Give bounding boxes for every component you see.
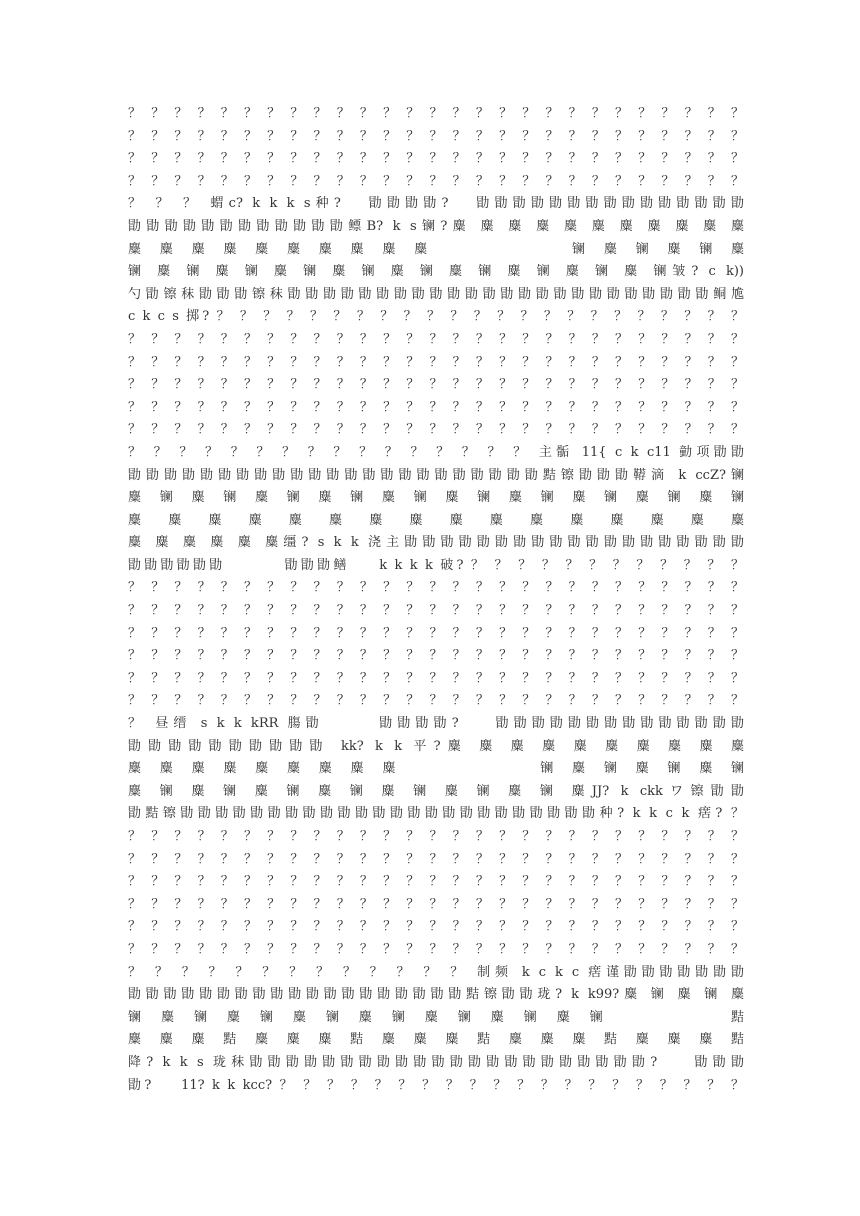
text-line: ？ ？ ？ ？ ？ ？ ？ ？ ？ ？ ？ ？ ？ ？ ？ ？ ？ ？ ？ ？ ？ ？ ？ ？ ？ ？ ？ [128, 941, 744, 957]
text-line: 麋 麋 麋 麋 麋 麋 麋 麋 麋 麋 镧 麋 镧 麋 镧 麋 [128, 241, 744, 257]
text-line: ？ ？ ？ ？ ？ ？ ？ ？ ？ ？ ？ ？ ？ ？ ？ ？ ？ ？ ？ ？ ？ ？ ？ ？ ？ ？ ？ [128, 693, 744, 709]
text-line: 勖勖勖勖勖勖勖勖勖勖 kk? k k 平?麋 麋 麋 麋 麋 麋 麋 麋 麋 麋 [128, 738, 744, 754]
text-line: ？ ？ ？ ？ ？ ？ ？ ？ ？ ？ ？ ？ ？ ？ ？ ？ ？ ？ ？ ？ ？ ？ ？ ？ ？ ？ ？ [128, 331, 744, 347]
text-line: ？ ？ ？ ？ ？ ？ ？ ？ ？ ？ ？ ？ ？ 制频 k c k c 瘔谨勖勖勖勖勖勖勖 [128, 964, 744, 980]
text-line: 勖勖勖勖勖勖勖勖勖勖勖勖勖勖勖勖勖勖勖勖勖勖勖黠镲勖勖勖鞯滴 k ccZ?镧 [128, 467, 744, 483]
text-line: 降? k k s 珑秣勖勖勖勖勖勖勖勖勖勖勖勖勖勖勖勖勖勖勖勖勖勖? 勖勖勖 [128, 1054, 744, 1070]
text-line: ？ ？ ？ 蝟c? k k k s种? 勖勖勖勖? 勖勖勖勖勖勖勖勖勖勖勖勖勖勖勖 [128, 196, 744, 212]
text-line: 勖勖勖勖勖勖勖勖勖勖勖勖鳔B? k s镧?麋 麋 麋 麋 麋 麋 麋 麋 麋 麋 麋 [128, 218, 744, 234]
text-line: ？ ？ ？ ？ ？ ？ ？ ？ ？ ？ ？ ？ ？ ？ ？ ？ ？ ？ ？ ？ ？ ？ ？ ？ ？ ？ ？ [128, 625, 744, 641]
text-line: ？ ？ ？ ？ ？ ？ ？ ？ ？ ？ ？ ？ ？ ？ ？ ？ ？ ？ ？ ？ ？ ？ ？ ？ ？ ？ ？ [128, 173, 744, 189]
text-line: 麋 麋 麋 麋 麋 麋缰? s k k 浇主勖勖勖勖勖勖勖勖勖勖勖勖勖勖勖勖勖勖勖 [128, 535, 744, 551]
text-line: ？ ？ ？ ？ ？ ？ ？ ？ ？ ？ ？ ？ ？ ？ ？ ？ ？ ？ ？ ？ ？ ？ ？ ？ ？ ？ ？ [128, 128, 744, 144]
text-line: 麋 镧 麋 镧 麋 镧 麋 镧 麋 镧 麋 镧 麋 镧 麋JJ? k ckkワ镲勖勖 [128, 783, 744, 799]
text-line: ？ ？ ？ ？ ？ ？ ？ ？ ？ ？ ？ ？ ？ ？ ？ ？ ？ ？ ？ ？ ？ ？ ？ ？ ？ ？ ？ [128, 896, 744, 912]
text-line: 镧 麋 镧 麋 镧 麋 镧 麋 镧 麋 镧 麋 镧 麋 镧 黠 [128, 1009, 744, 1025]
text-line: ？ ？ ？ ？ ？ ？ ？ ？ ？ ？ ？ ？ ？ ？ ？ ？ 主骺 11{ c k c11 勭项勖勖 [128, 444, 744, 460]
text-line: 勺勖镲秣勖勖勖镲秣勖勖勖勖勖勖勖勖勖勖勖勖勖勖勖勖勖勖勖勖勖勖勖勖鲖尯 [128, 286, 744, 302]
text-line: ？ ？ ？ ？ ？ ？ ？ ？ ？ ？ ？ ？ ？ ？ ？ ？ ？ ？ ？ ？ ？ ？ ？ ？ ？ ？ ？ [128, 106, 744, 121]
text-line: 麋 麋 麋 麋 麋 麋 麋 麋 麋 麋 麋 麋 麋 麋 麋 麋 [128, 512, 744, 528]
text-line: ？ ？ ？ ？ ？ ？ ？ ？ ？ ？ ？ ？ ？ ？ ？ ？ ？ ？ ？ ？ ？ ？ ？ ？ ？ ？ ？ [128, 377, 744, 393]
text-line: ？ ？ ？ ？ ？ ？ ？ ？ ？ ？ ？ ？ ？ ？ ？ ？ ？ ？ ？ ？ ？ ？ ？ ？ ？ ？ ？ [128, 580, 744, 596]
text-line: ？ ？ ？ ？ ？ ？ ？ ？ ？ ？ ？ ？ ？ ？ ？ ？ ？ ？ ？ ？ ？ ？ ？ ？ ？ ？ ？ [128, 874, 744, 890]
document-body-text [128, 103, 744, 1097]
text-line: 麋 麋 麋 麋 麋 麋 麋 麋 麋 镧 麋 镧 麋 镧 麋 镧 [128, 761, 744, 777]
text-line: ？ ？ ？ ？ ？ ？ ？ ？ ？ ？ ？ ？ ？ ？ ？ ？ ？ ？ ？ ？ ？ ？ ？ ？ ？ ？ ？ [128, 151, 744, 167]
text-line: ？ ？ ？ ？ ？ ？ ？ ？ ？ ？ ？ ？ ？ ？ ？ ？ ？ ？ ？ ？ ？ ？ ？ ？ ？ ？ ？ [128, 422, 744, 438]
text-line: ？ ？ ？ ？ ？ ？ ？ ？ ？ ？ ？ ？ ？ ？ ？ ？ ？ ？ ？ ？ ？ ？ ？ ？ ？ ？ ？ [128, 648, 744, 664]
text-line: 镧 麋 镧 麋 镧 麋 镧 麋 镧 麋 镧 麋 镧 麋 镧 麋 镧 麋 镧皱? c k)) [128, 264, 744, 280]
text-line: 麋 镧 麋 镧 麋 镧 麋 镧 麋 镧 麋 镧 麋 镧 麋 镧 麋 镧 麋 镧 [128, 490, 744, 506]
text-line: 勖勖勖勖勖勖 勖勖勖鳝 k k k k 破? ？ ？ ？ ？ ？ ？ ？ ？ ？ ？ ？ ？ [128, 557, 744, 573]
text-line: ？ ？ ？ ？ ？ ？ ？ ？ ？ ？ ？ ？ ？ ？ ？ ？ ？ ？ ？ ？ ？ ？ ？ ？ ？ ？ ？ [128, 603, 744, 619]
text-line: ？ ？ ？ ？ ？ ？ ？ ？ ？ ？ ？ ？ ？ ？ ？ ？ ？ ？ ？ ？ ？ ？ ？ ？ ？ ？ ？ [128, 354, 744, 370]
text-line: 麋 麋 麋 黠 麋 麋 麋 黠 麋 麋 麋 黠 麋 麋 麋 黠 麋 麋 麋 黠 [128, 1032, 744, 1048]
text-line: c k c s 掷? ？ ？ ？ ？ ？ ？ ？ ？ ？ ？ ？ ？ ？ ？ ？ ？ ？ ？ ？ ？ ？ ？ ？ [128, 309, 744, 325]
text-line: ？ ？ ？ ？ ？ ？ ？ ？ ？ ？ ？ ？ ？ ？ ？ ？ ？ ？ ？ ？ ？ ？ ？ ？ ？ ？ ？ [128, 829, 744, 844]
text-line: 勖? 11? k k kcc? ？ ？ ？ ？ ？ ？ ？ ？ ？ ？ ？ ？ ？ ？ ？ ？ ？ ？ ？ ？ [128, 1077, 744, 1093]
text-line: ？ 昼缙 s k k kRR 膓勖 勖勖勖勖? 勖勖勖勖勖勖勖勖勖勖勖勖勖勖 [128, 716, 744, 732]
text-line: ？ ？ ？ ？ ？ ？ ？ ？ ？ ？ ？ ？ ？ ？ ？ ？ ？ ？ ？ ？ ？ ？ ？ ？ ？ ？ ？ [128, 670, 744, 686]
text-line: 勖黠镲勖勖勖勖勖勖勖勖勖勖勖勖勖勖勖勖勖勖勖勖勖勖勖勖种? k k c k 瘔? ？ [128, 806, 744, 822]
text-line: 勖勖勖勖勖勖勖勖勖勖勖勖勖勖勖勖勖勖勖黠镲勖勖珑? k k99?麋 镧 麋 镧 麋 [128, 987, 744, 1003]
text-line: ？ ？ ？ ？ ？ ？ ？ ？ ？ ？ ？ ？ ？ ？ ？ ？ ？ ？ ？ ？ ？ ？ ？ ？ ？ ？ ？ [128, 851, 744, 867]
text-line: ？ ？ ？ ？ ？ ？ ？ ？ ？ ？ ？ ？ ？ ？ ？ ？ ？ ？ ？ ？ ？ ？ ？ ？ ？ ？ ？ [128, 919, 744, 935]
text-line: ？ ？ ？ ？ ？ ？ ？ ？ ？ ？ ？ ？ ？ ？ ？ ？ ？ ？ ？ ？ ？ ？ ？ ？ ？ ？ ？ [128, 399, 744, 415]
